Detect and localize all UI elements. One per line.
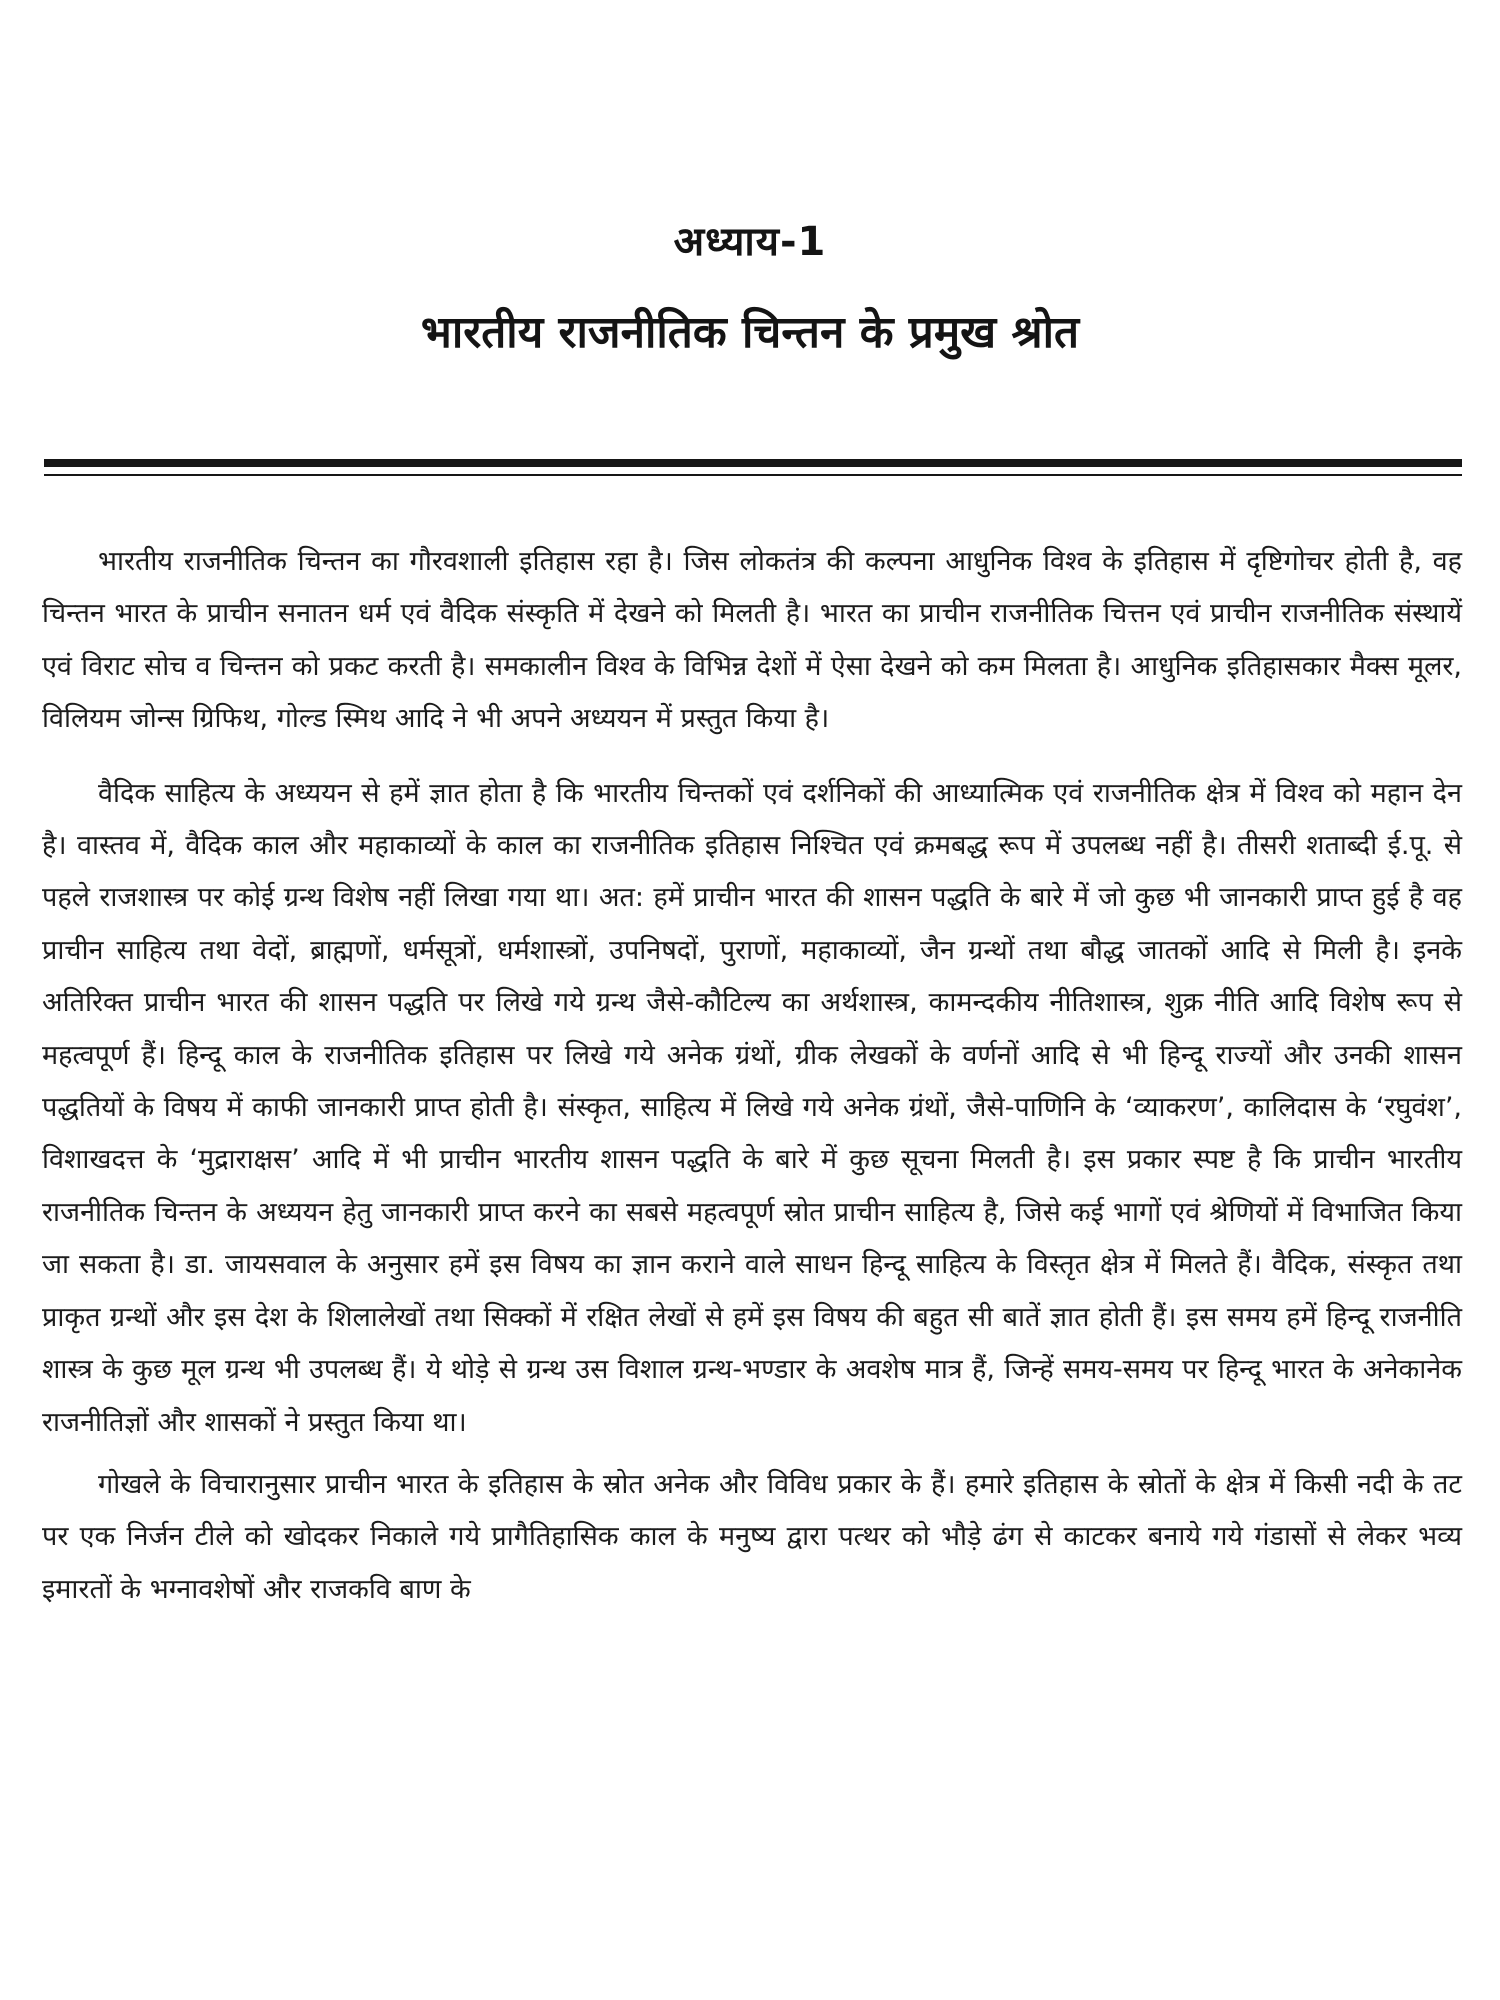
- paragraph-1: भारतीय राजनीतिक चिन्तन का गौरवशाली इतिहास रहा है। जिस लोकतंत्र की कल्पना आधुनिक विश्व के इतिहास में दृष्टिगोचर होती है, वह चिन्तन भारत के प्राचीन सनातन धर्म एवं वैदिक संस्कृति में देखने को मिलती है। भारत का प्राचीन राजनीतिक चित्तन एवं प्राचीन राजनीतिक संस्थायें एवं विराट सोच व चिन्तन को प्रकट करती है। समकालीन विश्व के विभिन्न देशों में ऐसा देखने को कम मिलता है। आधुनिक इतिहासकार मैक्स मूलर, विलियम जोन्स ग्रिफिथ, गोल्ड स्मिथ आदि ने भी अपने अध्ययन में प्रस्तुत किया है।: [42, 546, 1462, 735]
- paragraph-3: गोखले के विचारानुसार प्राचीन भारत के इतिहास के स्रोत अनेक और विविध प्रकार के हैं। हमारे इतिहास के स्रोतों के क्षेत्र में किसी नदी के तट पर एक निर्जन टीले को खोदकर निकाले गये प्रागैतिहासिक काल के मनुष्य द्वारा पत्थर को भौड़े ढंग से काटकर बनाये गये गंडासों से लेकर भव्य इमारतों के भग्नावशेषों और राजकवि बाण के: [42, 1468, 1462, 1605]
- heading-divider-thin: [44, 474, 1462, 476]
- heading-divider-thick: [44, 459, 1462, 467]
- chapter-body: [42, 536, 1462, 1638]
- paragraph-2: वैदिक साहित्य के अध्ययन से हमें ज्ञात होता है कि भारतीय चिन्तकों एवं दर्शनिकों की आध्यात्मिक एवं राजनीतिक क्षेत्र में विश्व को महान देन है। वास्तव में, वैदिक काल और महाकाव्यों के काल का राजनीतिक इतिहास निश्चित एवं क्रमबद्ध रूप में उपलब्ध नहीं है। तीसरी शताब्दी ई.पू. से पहले राजशास्त्र पर कोई ग्रन्थ विशेष नहीं लिखा गया था। अत: हमें प्राचीन भारत की शासन पद्धति के बारे में जो कुछ भी जानकारी प्राप्त हुई है वह प्राचीन साहित्य तथा वेदों, ब्राह्मणों, धर्मसूत्रों, धर्मशास्त्रों, उपनिषदों, पुराणों, महाकाव्यों, जैन ग्रन्थों तथा बौद्ध जातकों आदि से मिली है। इनके अतिरिक्त प्राचीन भारत की शासन पद्धति पर लिखे गये ग्रन्थ जैसे-कौटिल्य का अर्थशास्त्र, कामन्दकीय नीतिशास्त्र, शुक्र नीति आदि विशेष रूप से महत्वपूर्ण हैं। हिन्दू काल के राजनीतिक इतिहास पर लिखे गये अनेक ग्रंथों, ग्रीक लेखकों के वर्णनों आदि से भी हिन्दू राज्यों और उनकी शासन पद्धतियों के विषय में काफी जानकारी प्राप्त होती है। संस्कृत, साहित्य में लिखे गये अनेक ग्रंथों, जैसे-पाणिनि के ‘व्याकरण’, कालिदास के ‘रघुवंश’, विशाखदत्त के ‘मुद्राराक्षस’ आदि में भी प्राचीन भारतीय शासन पद्धति के बारे में कुछ सूचना मिलती है। इस प्रकार स्पष्ट है कि प्राचीन भारतीय राजनीतिक चिन्तन के अध्ययन हेतु जानकारी प्राप्त करने का सबसे महत्वपूर्ण स्रोत प्राचीन साहित्य है, जिसे कई भागों एवं श्रेणियों में विभाजित किया जा सकता है। डा. जायसवाल के अनुसार हमें इस विषय का ज्ञान कराने वाले साधन हिन्दू साहित्य के विस्तृत क्षेत्र में मिलते हैं। वैदिक, संस्कृत तथा प्राकृत ग्रन्थों और इस देश के शिलालेखों तथा सिक्कों में रक्षित लेखों से हमें इस विषय की बहुत सी बातें ज्ञात होती हैं। इस समय हमें हिन्दू राजनीति शास्त्र के कुछ मूल ग्रन्थ भी उपलब्ध हैं। ये थोड़े से ग्रन्थ उस विशाल ग्रन्थ-भण्डार के अवशेष मात्र हैं, जिन्हें समय-समय पर हिन्दू भारत के अनेकानेक राजनीतिज्ञों और शासकों ने प्रस्तुत किया था।: [42, 777, 1462, 1438]
- chapter-title: भारतीय राजनीतिक चिन्तन के प्रमुख श्रोत: [420, 307, 1080, 358]
- chapter-number: अध्याय-1: [673, 219, 827, 265]
